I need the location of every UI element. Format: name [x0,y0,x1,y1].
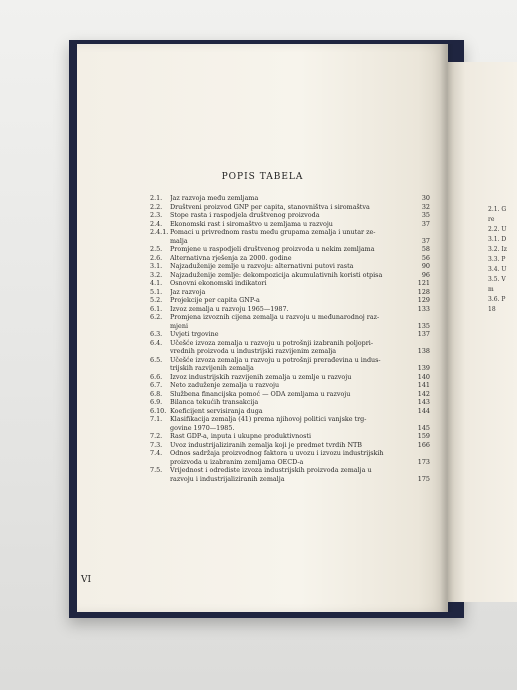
toc-row [150,441,430,450]
book-gutter [440,44,454,612]
toc-row [150,322,430,331]
toc-number: 6.6. [150,372,163,381]
toc-page: 121 [417,279,430,287]
toc-row [150,305,430,314]
toc-text: Koeficijent servisiranja duga [170,406,263,415]
toc-row [150,373,430,382]
toc-text: Učešće izvoza zemalja u razvoju u potrošnji prerađevina u indus- [170,355,381,364]
toc-page: 58 [421,245,430,253]
toc-number: 6.8. [150,389,163,398]
toc-page: 144 [417,406,430,415]
toc-number: 7.3. [150,440,163,449]
toc-number: 2.3. [150,211,163,219]
toc-text: Društveni proizvod GNP per capita, stanovništva i siromaštva [170,202,370,211]
toc-number: 7.2. [150,432,163,440]
toc-text: govine 1970—1985. [170,423,235,432]
toc-number: 4.1. [150,279,163,287]
toc-row [150,220,430,229]
toc-row [150,339,430,348]
toc-text: Najzaduženije zemlje u razvoju: alternativni putovi rasta [170,262,354,270]
right-page-text [488,205,517,315]
toc-row [150,398,430,407]
toc-number: 6.9. [150,398,163,406]
toc-page: 173 [417,457,430,466]
toc-page: 141 [417,381,430,389]
toc-page: 159 [417,432,430,440]
toc-row [150,194,430,203]
toc-text: malja [170,236,188,245]
toc-page: 96 [421,270,430,279]
toc-number: 6.1. [150,304,163,313]
toc-number: 6.7. [150,381,163,389]
toc-number: 6.4. [150,338,163,347]
toc-page: 137 [417,330,430,338]
toc-number: 2.4. [150,219,163,228]
toc-page: 32 [421,202,430,211]
toc-row [150,262,430,271]
toc-text: mjeni [170,321,188,330]
toc-text: Učešće izvoza zemalja u razvoju u potrošnji izabranih poljopri- [170,338,373,347]
toc-text: Odnos sadržaja proizvodnog faktora u uvozu i izvozu industrijskih [170,449,384,457]
toc-row [150,390,430,399]
toc-row [150,211,430,220]
toc-text: Jaz razvoja među zemljama [170,194,259,202]
toc-text: vrednih proizvoda u industrijski razvijenim zemalja [170,347,337,355]
toc-row [150,475,430,484]
toc-row [150,313,430,322]
toc-text: Službena financijska pomoć — ODA zemljama u razvoju [170,389,351,398]
toc-number: 3.2. [150,270,163,279]
toc-number: 6.3. [150,330,163,338]
toc-row [150,288,430,297]
toc-page: 56 [421,253,430,262]
toc-text: trijskih razvijenih zemalja [170,364,254,372]
toc-number: 7.1. [150,415,163,423]
toc-text: Izvoz zemalja u razvoju 1965—1987. [170,304,289,313]
toc-text: Osnovni ekonomski indikatori [170,279,267,287]
toc-text: Bilanca tekućih transakcija [170,398,259,406]
right-page-fragment: re [488,216,495,223]
toc-text: Klasifikacija zemalja (41) prema njihovoj politici vanjske trg- [170,415,367,423]
toc-number: 5.2. [150,296,163,304]
toc-page: 135 [417,321,430,330]
page-number: VI [81,575,92,585]
toc-number: 6.10. [150,406,167,415]
toc-number: 6.5. [150,355,163,364]
toc-page: 138 [417,347,430,355]
toc-row [150,228,430,237]
toc-number: 2.2. [150,202,163,211]
right-page-fragment: m [488,286,494,293]
right-page-fragment: 3.2. Iz [488,246,507,253]
toc-text: Ekonomski rast i siromaštvo u zemljama u razvoju [170,219,333,228]
toc-page: 128 [417,287,430,296]
toc-number: 2.4.1. [150,228,169,236]
toc-row [150,254,430,263]
toc-text: Rast GDP-a, inputa i ukupne produktivnosti [170,432,311,440]
toc-number: 2.1. [150,194,163,202]
right-page-fragment: 3.5. V [488,276,506,283]
toc-row [150,203,430,212]
toc-page: 129 [417,296,430,304]
toc-text: Promjena izvoznih cijena zemalja u razvoju u međunarodnoj raz- [170,313,380,321]
right-page-fragment: 3.1. D [488,236,507,243]
toc-row [150,279,430,288]
toc-page: 35 [421,211,430,219]
toc-page: 30 [421,194,430,202]
toc-text: Alternativna rješenja za 2000. godine [170,253,292,262]
toc-page: 142 [417,389,430,398]
toc-row [150,466,430,475]
right-page-fragment: 3.4. U [488,266,507,273]
toc-row [150,364,430,373]
right-page-fragment: 2.1. G [488,206,507,213]
toc-row [150,407,430,416]
toc-number: 2.6. [150,253,163,262]
toc-row [150,449,430,458]
toc-page: 175 [417,474,430,483]
toc-row [150,356,430,365]
toc-text: Najzaduženije zemlje: dekompozicija akumulativnih koristi otpisa [170,270,383,279]
right-page-fragment: 3.6. P [488,296,506,303]
toc-row [150,415,430,424]
toc-number: 2.5. [150,245,163,253]
toc-number: 7.5. [150,466,163,474]
toc-row [150,347,430,356]
toc-page: 37 [421,236,430,245]
right-page-fragment: 18 [488,306,496,313]
toc-text: razvoju i industrijaliziranih zemalja [170,474,285,483]
toc-page: 166 [417,440,430,449]
toc-row [150,432,430,441]
toc-number: 5.1. [150,287,163,296]
toc-text: proizvoda u izabranim zemljama OECD-a [170,457,304,466]
toc-page: 90 [421,262,430,270]
toc-row [150,330,430,339]
right-page-fragment: 2.2. U [488,226,507,233]
toc-text: Uvjeti trgovine [170,330,219,338]
toc-text: Neto zaduženje zemalja u razvoju [170,381,280,389]
toc-number: 3.1. [150,262,163,270]
toc-page: 37 [421,219,430,228]
toc-page: 133 [417,304,430,313]
toc-row [150,245,430,254]
toc-text: Projekcije per capita GNP-a [170,296,260,304]
toc-page: 139 [417,364,430,372]
toc-row [150,458,430,467]
toc-page: 145 [417,423,430,432]
table-of-contents [150,194,430,483]
toc-row [150,237,430,246]
toc-text: Izvoz industrijskih razvijenih zemalja u zemlje u razvoju [170,372,352,381]
toc-row [150,424,430,433]
page-title: POPIS TABELA [221,172,304,182]
toc-text: Pomaci u privrednom rastu među grupama zemalja i unutar ze- [170,228,376,236]
toc-number: 6.2. [150,313,163,321]
toc-row [150,296,430,305]
toc-page: 140 [417,372,430,381]
toc-row [150,381,430,390]
toc-text: Vrijednost i odrediste izvoza industrijskih proizvoda zemalja u [170,466,372,474]
toc-row [150,271,430,280]
toc-text: Promjene u raspodjeli društvenog proizvoda u nekim zemljama [170,245,375,253]
right-page-fragment: 3.3. P [488,256,506,263]
toc-text: Uvoz industrijaliziranih zemalja koji je predmet tvrdih NTB [170,440,362,449]
right-page [448,62,517,602]
toc-page: 143 [417,398,430,406]
toc-number: 7.4. [150,449,163,457]
toc-text: Stope rasta i raspodjela društvenog proizvoda [170,211,320,219]
toc-text: Jaz razvoja [170,287,206,296]
